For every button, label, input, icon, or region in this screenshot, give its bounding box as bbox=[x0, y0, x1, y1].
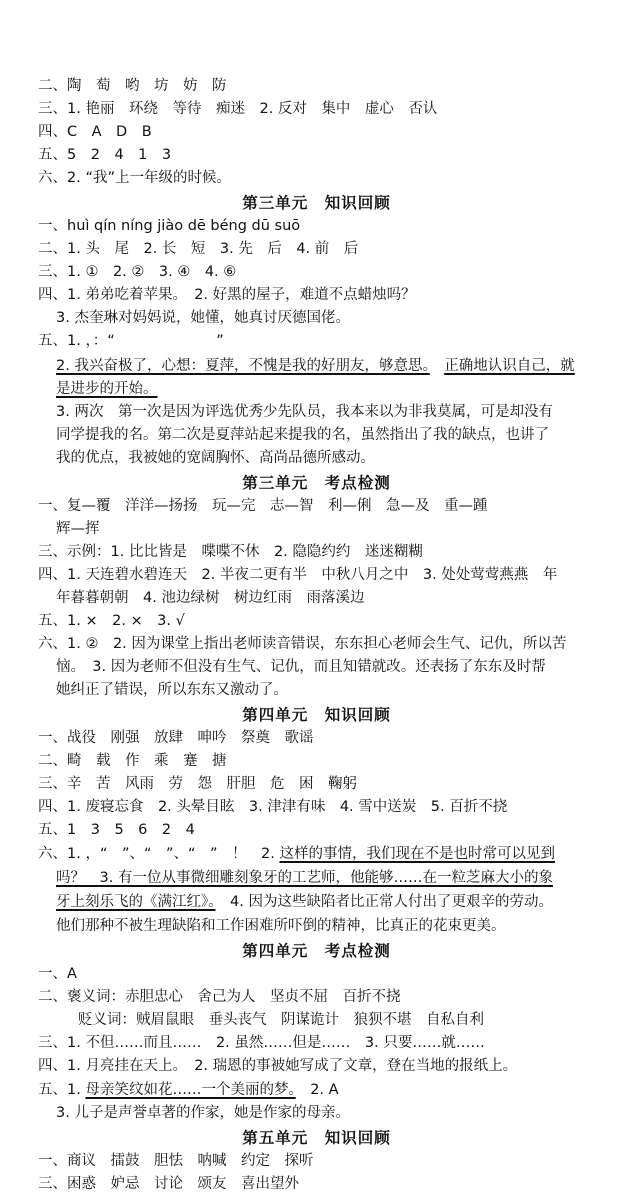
answer-line: 三、示例：1. 比比皆是 喋喋不休 2. 隐隐约约 迷迷糊糊 bbox=[38, 544, 423, 560]
underlined-answer: 正确地认识自己，就 bbox=[444, 358, 575, 374]
answer-line: 六、1. ② 2. 因为课堂上指出老师读音错误，东东担心老师会生气、记仇，所以苦 bbox=[38, 636, 567, 652]
answer-line: 我的优点，我被她的宽阔胸怀、高尚品德所感动。 bbox=[56, 450, 375, 466]
answer-line: 三、辛 苦 风雨 劳 怨 肝胆 危 困 鞠躬 bbox=[38, 776, 357, 792]
answer-line bbox=[56, 868, 613, 888]
answer-line: 二、畸 载 作 乘 蹇 搪 bbox=[38, 753, 227, 769]
answer-line bbox=[56, 356, 613, 376]
section-heading: 第三单元 知识回顾 bbox=[242, 194, 391, 212]
answer-line: 一、A bbox=[38, 966, 77, 982]
underlined-answer: 2. 我兴奋极了，心想：夏萍，不愧是我的好朋友，够意思。 bbox=[56, 358, 430, 374]
answer-line: 3. 杰奎琳对妈妈说，她懂，她真讨厌德国佬。 bbox=[56, 310, 350, 326]
answer-line: 二、褒义词：赤胆忠心 舍己为人 坚贞不屈 百折不挠 bbox=[38, 989, 401, 1005]
answer-fragment: 2. A bbox=[295, 1082, 339, 1098]
answer-line: 3. 儿子是声誉卓著的作家，她是作家的母亲。 bbox=[56, 1105, 350, 1121]
section-heading: 第四单元 考点检测 bbox=[242, 942, 391, 960]
underlined-answer: 这样的事情，我们现在不是也时常可以见到 bbox=[279, 846, 555, 862]
answer-line: 二、陶 萄 哟 坊 妨 防 bbox=[38, 78, 227, 94]
answer-line: 四、1. 天连碧水碧连天 2. 半夜二更有半 中秋八月之中 3. 处处莺莺燕燕 年 bbox=[38, 567, 558, 583]
answer-line: 她纠正了错误，所以东东又激动了。 bbox=[56, 682, 288, 698]
answer-line: 一、复—覆 洋洋—扬扬 玩—完 志—智 利—俐 急—及 重—踵 bbox=[38, 498, 488, 514]
answer-line bbox=[38, 1080, 613, 1100]
answer-line: 三、1. ① 2. ② 3. ④ 4. ⑥ bbox=[38, 264, 237, 280]
answer-fragment: 4. 因为这些缺陷者比正常人付出了更艰辛的劳动。 bbox=[215, 894, 553, 910]
section-heading: 第四单元 知识回顾 bbox=[242, 706, 391, 724]
answer-line: 三、1. 艳丽 环绕 等待 痴迷 2. 反对 集中 虚心 否认 bbox=[38, 101, 438, 117]
underlined-answer: 3. 有一位从事微细雕刻象牙的工艺师，他能够……在一粒芝麻大小的象 bbox=[85, 870, 553, 886]
underlined-answer: 母亲笑纹如花……一个美丽的梦。 bbox=[85, 1082, 296, 1098]
answer-line: 三、困惑 妒忌 讨论 颂友 喜出望外 bbox=[38, 1176, 299, 1192]
answer-line: 四、1. 月亮挂在天上。 2. 瑞恩的事被她写成了文章，登在当地的报纸上。 bbox=[38, 1058, 518, 1074]
answer-line bbox=[56, 379, 613, 399]
answer-line: 一、战役 刚强 放肆 呻吟 祭奠 歌谣 bbox=[38, 730, 314, 746]
answer-line: 二、1. 头 尾 2. 长 短 3. 先 后 4. 前 后 bbox=[38, 241, 359, 257]
underlined-answer: 吗？ bbox=[56, 870, 85, 886]
answer-line: 六、2. “我”上一年级的时候。 bbox=[38, 170, 231, 186]
answer-line bbox=[56, 892, 613, 912]
answer-line: 一、huì qín níng jiào dē béng dū suō bbox=[38, 218, 301, 234]
answer-line: 3. 两次 第一次是因为评选优秀少先队员，我本来以为非我莫属，可是却没有 bbox=[56, 404, 553, 420]
underlined-answer: 是进步的开始。 bbox=[56, 381, 158, 397]
answer-fragment: 六、1. ，“ ”、“ ”、“ ” ！ 2. bbox=[38, 846, 280, 862]
answer-fragment: 五、1. bbox=[38, 1082, 86, 1098]
answer-line: 五、1. × 2. × 3. √ bbox=[38, 613, 185, 629]
answer-line bbox=[38, 844, 613, 864]
answer-line: 四、1. 废寝忘食 2. 头晕目眩 3. 津津有味 4. 雪中送炭 5. 百折不挠 bbox=[38, 799, 508, 815]
answer-line: 五、1. ，：“ ” bbox=[38, 333, 224, 349]
answer-line: 四、1. 弟弟吃着苹果。 2. 好黑的屋子，难道不点蜡烛吗？ bbox=[38, 287, 416, 303]
answer-line: 年暮暮朝朝 4. 池边绿树 树边红雨 雨落溪边 bbox=[56, 590, 365, 606]
answer-line: 同学提我的名。第二次是夏萍站起来提我的名，虽然指出了我的缺点，也讲了 bbox=[56, 427, 549, 443]
section-heading: 第五单元 知识回顾 bbox=[242, 1129, 391, 1147]
section-heading: 第三单元 考点检测 bbox=[242, 474, 391, 492]
answer-line: 贬义词：贼眉鼠眼 垂头丧气 阴谋诡计 狼狈不堪 自私自利 bbox=[78, 1012, 484, 1028]
answer-line: 四、C A D B bbox=[38, 124, 152, 140]
answer-line: 恼。 3. 因为老师不但没有生气、记仇，而且知错就改。还表扬了东东及时帮 bbox=[56, 659, 546, 675]
answer-line: 辉—挥 bbox=[56, 521, 100, 537]
answer-line: 五、1 3 5 6 2 4 bbox=[38, 822, 195, 838]
answer-line: 三、1. 不但……而且…… 2. 虽然……但是…… 3. 只要……就…… bbox=[38, 1035, 485, 1051]
underlined-answer: 牙上刻乐飞的《满江红》。 bbox=[56, 894, 216, 910]
answer-line: 五、5 2 4 1 3 bbox=[38, 147, 172, 163]
answer-line: 一、商议 擂鼓 胆怯 呐喊 约定 探听 bbox=[38, 1153, 314, 1169]
answer-line: 他们那种不被生理缺陷和工作困难所吓倒的精神，比真正的花束更美。 bbox=[56, 918, 506, 934]
